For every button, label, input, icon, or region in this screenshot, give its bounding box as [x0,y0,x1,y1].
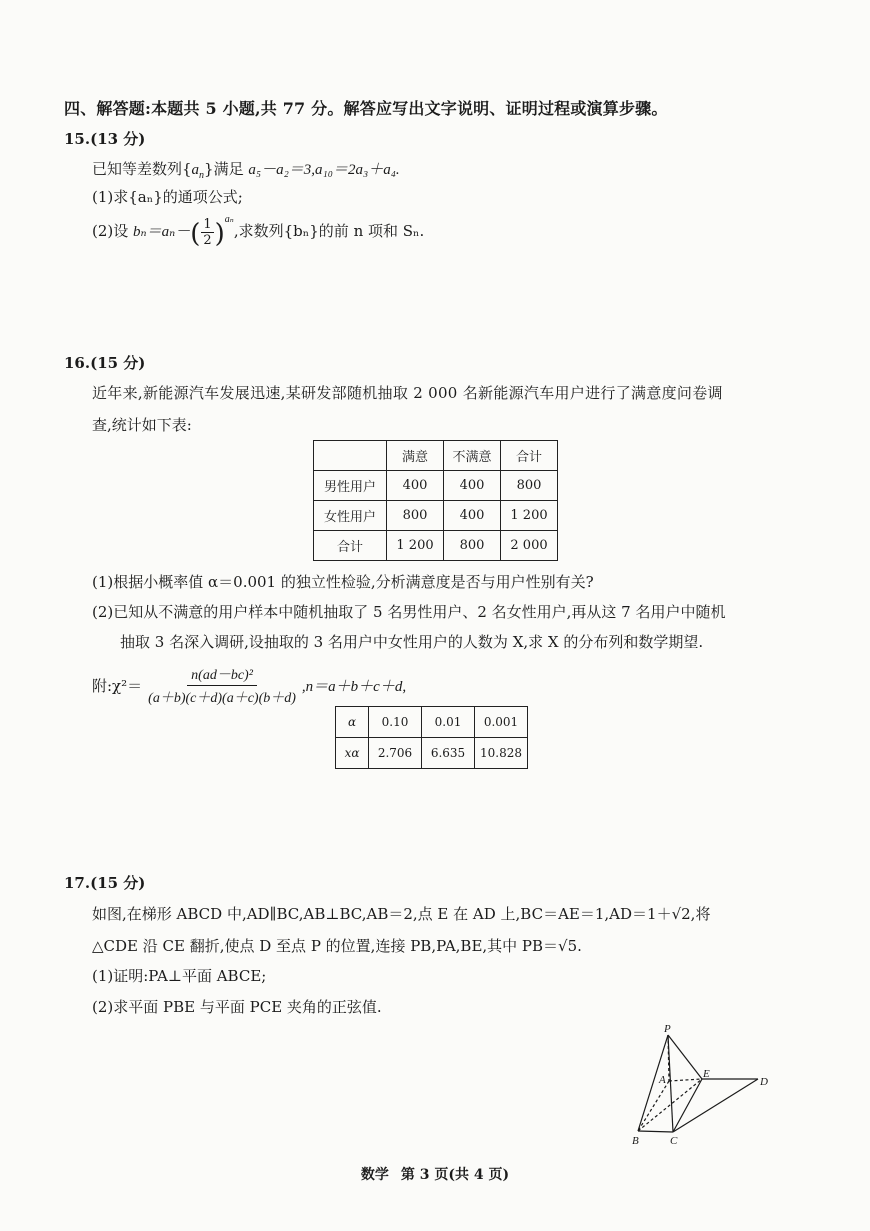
footer-subject: 数学 [360,1167,389,1183]
formula-tail: ,n＝a＋b＋c＋d, [301,679,407,695]
edge-AE-hidden [669,1079,702,1081]
appendix-label: 附:χ²＝ [92,677,143,695]
folded-trapezoid-figure [626,1020,776,1150]
q17-part1: (1)证明:PA⊥平面 ABCE; [92,967,267,985]
table-row [314,501,558,531]
table-cell: 1 200 [387,531,444,561]
q15-part2-expr: bₙ＝aₙ－ [133,224,191,240]
q16-part1: (1)根据小概率值 α＝0.001 的独立性检验,分析满意度是否与用户性别有关? [92,573,594,591]
footer-page-number: 第 3 页(共 4 页) [400,1167,510,1183]
table-row [336,738,528,769]
q15-stem-mid: }满足 [204,160,249,178]
frac-numerator: 1 [203,216,212,232]
formula-numerator: n(ad－bc)² [187,664,257,686]
table-cell: 800 [501,471,558,501]
chi-square-fraction [144,664,300,707]
edge-CD [673,1079,758,1132]
table-header: 合计 [501,441,558,471]
q16-line1: 近年来,新能源汽车发展迅速,某研发部随机抽取 2 000 名新能源汽车用户进行了满意度问卷调 [92,384,723,402]
table-row [314,531,558,561]
q15-exponent: aₙ [224,214,234,225]
label-B: B [632,1135,639,1147]
edge-AB-hidden [638,1081,669,1131]
q15-stem [92,158,400,181]
q15-part1: (1)求{aₙ}的通项公式; [92,188,243,206]
table-cell: 400 [387,471,444,501]
edge-BE-hidden [638,1079,702,1131]
critical-value-table [335,706,528,769]
chi-square-formula [92,664,406,707]
table-cell: 800 [387,501,444,531]
table-cell: 0.10 [369,707,422,738]
q15-stem-pre: 已知等差数列{ [92,160,192,178]
table-cell: 合计 [314,531,387,561]
table-header: 不满意 [444,441,501,471]
table-cell: 0.001 [475,707,528,738]
q16-part2-line1: (2)已知从不满意的用户样本中随机抽取了 5 名男性用户、2 名女性用户,再从这 7 名用户中随机 [92,603,726,621]
label-C: C [670,1135,678,1147]
q15-cond1: a₅－a₂＝3, [248,162,316,178]
table-cell: 800 [444,531,501,561]
table-cell: 0.01 [422,707,475,738]
formula-denominator: (a＋b)(c＋d)(a＋c)(b＋d) [148,691,296,706]
page-footer [0,1164,870,1184]
q17-part2: (2)求平面 PBE 与平面 PCE 夹角的正弦值. [92,998,382,1016]
table-row [314,471,558,501]
label-P: P [664,1023,671,1035]
label-D: D [760,1076,768,1088]
table-cell: 400 [444,501,501,531]
edge-BC [638,1131,673,1132]
q17-line1: 如图,在梯形 ABCD 中,AD∥BC,AB⊥BC,AB＝2,点 E 在 AD 上,BC＝AE＝1,AD＝1＋√2,将 [92,905,711,923]
table-cell: 1 200 [501,501,558,531]
table-cell: 男性用户 [314,471,387,501]
table-header: 满意 [387,441,444,471]
q15-seq: $a_n$ [191,162,205,181]
label-A: A [659,1074,666,1086]
table-cell: 10.828 [475,738,528,769]
q15-half-fraction [201,217,213,248]
table-cell: α [336,707,369,738]
q15-header: 15.(13 分) [64,130,146,148]
table-row [314,441,558,471]
q15-cond2: a₁₀＝2a₃＋a₄. [315,162,400,178]
table-cell [314,441,387,471]
q17-header: 17.(15 分) [64,874,146,892]
q15-part2-post: ,求数列{bₙ}的前 n 项和 Sₙ. [233,222,425,240]
q16-line2: 查,统计如下表: [92,416,192,434]
frac-denominator: 2 [203,232,212,248]
table-cell: xα [336,738,369,769]
table-cell: 400 [444,471,501,501]
table-cell: 6.635 [422,738,475,769]
table-cell: 女性用户 [314,501,387,531]
q17-line2: △CDE 沿 CE 翻折,使点 D 至点 P 的位置,连接 PB,PA,BE,其中 PB＝√5. [92,937,582,955]
q15-part2: (2)设 bₙ＝aₙ－( $\frac{1}{2}$ )$^{a_n}$,求数列{bₙ}的前 n 项和 Sₙ. [92,214,425,249]
q16-header: 16.(15 分) [64,354,146,372]
edge-CE [673,1079,702,1132]
edge-PC [668,1035,673,1132]
edge-PE [668,1035,702,1079]
q16-part2-line2: 抽取 3 名深入调研,设抽取的 3 名用户中女性用户的人数为 X,求 X 的分布列和数学期望. [120,633,704,651]
table-row [336,707,528,738]
label-E: E [703,1068,710,1080]
table-cell: 2.706 [369,738,422,769]
survey-table [313,440,558,561]
section-title: 四、解答题:本题共 5 小题,共 77 分。解答应写出文字说明、证明过程或演算步骤。 [64,99,668,118]
q15-part2-pre: (2)设 [92,222,134,240]
table-cell: 2 000 [501,531,558,561]
